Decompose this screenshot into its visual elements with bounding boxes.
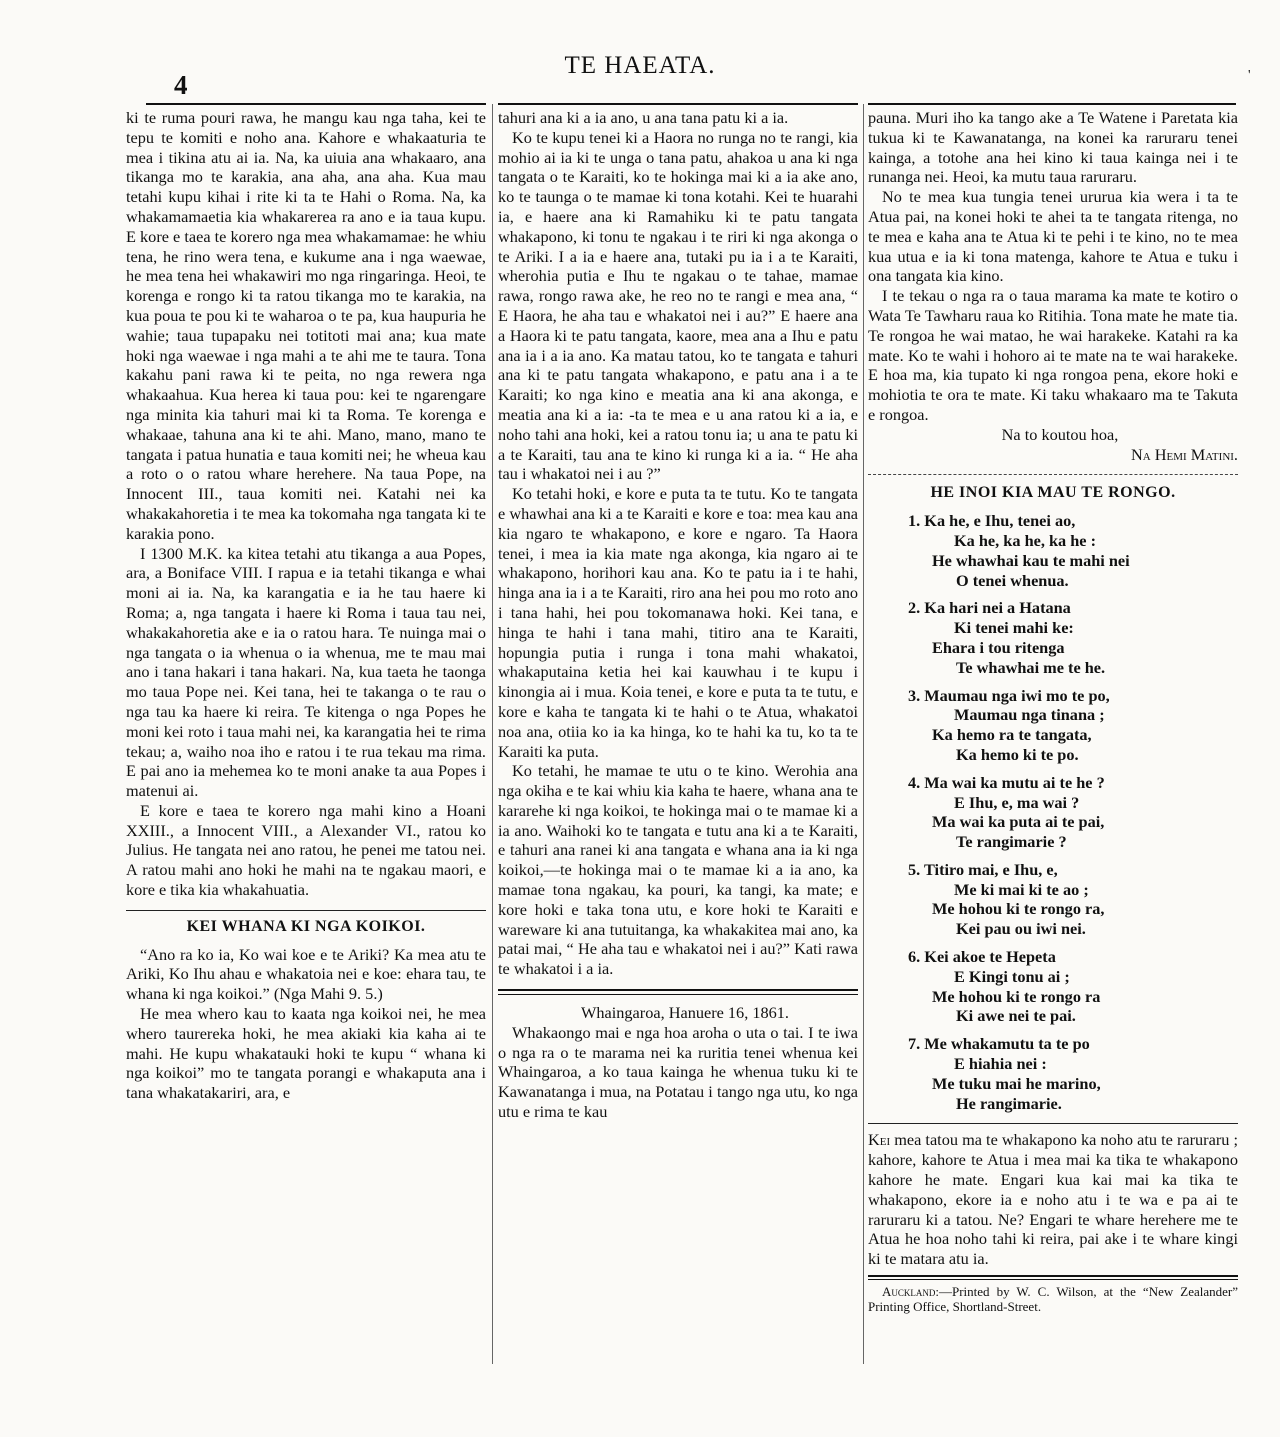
letter-paragraph: No te mea kua tungia tenei ururua kia wera i ta te Atua pai, na konei hoki te ahei ta te tangata ritenga, no te mea e kaha ana te Atua ki te pehi i te kino, no te mea kua utua e ia ki tona matenga, kahore te Atua e tuku i ona tangata kia kino.	[868, 187, 1238, 286]
section-divider	[868, 474, 1238, 475]
masthead-title: TE HAEATA.	[564, 52, 716, 79]
hymn-line: Te whawhai me te he.	[956, 657, 1106, 677]
hymn-line: E Kingi tonu ai ;	[954, 966, 1070, 986]
hymn-line: Ka hemo ki te po.	[956, 744, 1079, 764]
letter-paragraph: pauna. Muri iho ka tango ake a Te Watene i Paretata kia tukua ki te Kawanatanga, na konei ka raruraru tenei kainga, a totohe ana hei kino ki taua kainga nei i te runanga nei. Heoi, ka mutu taua raruraru.	[868, 108, 1238, 187]
section-heading: KEI WHANA KI NGA KOIKOI.	[186, 917, 426, 935]
hymn-line: 7. Me whakamutu ta te po	[908, 1034, 1090, 1054]
hymn-line: 2. Ka hari nei a Hatana	[908, 598, 1071, 618]
column-divider-2	[863, 104, 864, 1364]
hymn-line: 5. Titiro mai, e Ihu, e,	[908, 859, 1058, 879]
article-paragraph: E kore e taea te korero nga mahi kino a Hoani XXIII., a Innocent VIII., a Alexander VI., ratou ko Julius. He tangata nei ano ratou, he penei me tatou nei. A ratou mahi ano hoki he mahi na te ngakau maori, e kore e tika kia whakahuatia.	[126, 800, 486, 900]
hymn-line: Maumau nga tinana ;	[954, 705, 1105, 725]
letter-paragraph: I te tekau o nga ra o taua marama ka mate te kotiro o Wata Te Tawharu raua ko Ritihia. Tona mate he mate tia. Te rongoa he wai matao, he wai harakeke. Katahi ra ka mate. Ko te wahi i hohoro ai te mate na te wai harakeke. E hoa ma, kia tupato ki nga rongoa pena, ekore hoki e mohiotia te ora te mate. Ki taku whakaaro ma te Takuta e rongoa.	[868, 286, 1238, 424]
column-3	[868, 108, 1238, 1314]
letter-dateline: Whaingaroa, Hanuere 16, 1861.	[581, 1003, 789, 1023]
hymn-line: E hiahia nei :	[954, 1054, 1047, 1074]
imprint-text: :—Printed by W. C. Wilson, at the “New Zealander” Printing Office, Shortland-Street.	[868, 1284, 1238, 1315]
hymn-line: Ehara i tou ritenga	[932, 637, 1065, 657]
letter-signoff: Na to koutou hoa,	[1001, 424, 1119, 444]
hymn-line: 4. Ma wai ka mutu ai te he ?	[908, 772, 1105, 792]
closing-paragraph	[868, 1130, 1238, 1269]
article-paragraph: Ko te kupu tenei ki a Haora no runga no te rangi, kia mohio ai ia ki te unga o tana patu, ahakoa u ana ki nga tangata o te Karaiti, ko te hokinga mai ki a ia ake ano, ko te taunga o te mamae ki tona kotahi. Kei te huarahi ia, e haere ana ki Ramahiku ki te patu tangata whakapono, ki tonu te ngakau i te riri ki nga akonga o te Ariki. I a ia e haere ana, tutaki pu ia i a te Karaiti, wherohia putia e Ihu te ngakau o te tahae, mamae rawa, rongo rawa ake, he reo no te rangi e mea ana, “ E Haora, he aha tau e whakatoi nei i au?” E haere ana a Haora ki te patu tangata, kaore, mea ana a Ihu e patu ana ia i a ia ano. Ka matau tatou, ko te tangata e tahuri ana ki te patu tangata whakapono, e patu ana i a te Karaiti; ko nga kino e meatia ana ki ana akonga, e meatia ana ki a ia: -ta te mea e u ana ratou ki a ia, e noho tahi ana hoki, kei a ratou tonu ia; u ana te patu ki a te Karaiti, tau ana te kino ki runga ki a ia. “ He aha tau i whakatoi nei i au ?”	[498, 127, 858, 484]
section-divider	[868, 1123, 1238, 1124]
hymn-stanza	[868, 860, 1238, 939]
hymn-line: Ma wai ka puta ai te pai,	[932, 812, 1105, 832]
hymn-line: Me tuku mai he marino,	[932, 1073, 1101, 1093]
article-paragraph: Ko tetahi hoki, e kore e puta ta te tutu. Ko te tangata e whawhai ana ki a te Karaiti e kore e toa: mea kau ana kia ngaro te whakapono, e kore e ngaro. Ta Haora tenei, i mea ia kia mate nga akonga, kia ngaro ai te whakapono, horihori kau ana. Ko te patu ia i te hahi, hinga ana ia i a te Karaiti, riro ana hei pou mo roto ano i tana hahi, hei pou tokomanawa hoki. Kei tana, e hinga te hahi i tana mahi, titiro ana te Karaiti, hopungia putia i runga i tona mahi whakatoi, whakaputaina ketia hei kai kauwhau i te kupu i kinongia ai i mua. Koia tenei, e kore e puta ta te tutu, e kore e kaha te tangata ki te hahi o te Atua, whakatoi noa ana, otiia ko ia ka hinga, ko te hahi ka tu, ko ta te Karaiti ka puta.	[498, 484, 858, 761]
hymn-line: Kei pau ou iwi nei.	[956, 919, 1086, 939]
margin-mark: '	[1248, 68, 1251, 83]
hymn-stanza	[868, 686, 1238, 765]
hymn-line: Me ki mai ki te ao ;	[954, 879, 1089, 899]
hymn	[868, 511, 1238, 1113]
letter-paragraph: Whakaongo mai e nga hoa aroha o uta o tai. I te iwa o nga ra o te marama nei ka ruritia tenei whenua kei Whaingaroa, a ko taua kainga he whenua tuku ki te Kawanatanga i mua, na Potatau i tango nga utu, ko nga utu e rima te kau	[498, 1022, 858, 1122]
hymn-line: He whawhai kau te mahi nei	[932, 550, 1130, 570]
column-2	[498, 108, 858, 1122]
hymn-heading: HE INOI KIA MAU TE RONGO.	[930, 484, 1176, 502]
hymn-line: Ki awe nei te pai.	[956, 1006, 1076, 1026]
article-paragraph: tahuri ana ki a ia ano, u ana tana patu ki a ia.	[498, 108, 789, 127]
letter-divider	[498, 989, 858, 995]
hymn-line: E Ihu, e, ma wai ?	[954, 792, 1080, 812]
hymn-stanza	[868, 947, 1238, 1026]
imprint-divider	[868, 1275, 1238, 1280]
hymn-line: Me hohou ki te rongo ra,	[932, 899, 1105, 919]
article-paragraph: I 1300 M.K. ka kitea tetahi atu tikanga a aua Popes, ara, a Boniface VIII. I rapua e ia tetahi tikanga e whai moni ai ia. Na, ka karangatia e ia he tau haere ki Roma; a, nga tangata i haere ki Roma i taua tau nei, whakakahoretia ake e ia o ratou hara. Te nuinga mai o nga tangata o ia whenua o ia whenua, me te mau mai ano i tana hakari i tana hakari. Na, kua taeta he taonga mo taua Pope nei. Kei tana, hei te takanga o te rau o nga tau ka haere ki reira. Te kitenga o nga Popes he moni kei roto i taua mahi nei, ka karangatia hei te rima tekau; a, waiho noa iho e ratou i te rua tekau ma rima. E pai ano ia mehemea ko te moni anake ta aua Popes i matenui ai.	[126, 543, 486, 801]
hymn-stanza	[868, 598, 1238, 677]
hymn-line: Ki tenei mahi ke:	[954, 618, 1074, 638]
top-rule-middle	[498, 103, 858, 105]
column-divider-1	[492, 104, 493, 1364]
scripture-quote: “Ano ra ko ia, Ko wai koe e te Ariki? Ka mea atu te Ariki, Ko Ihu ahau e whakatoia nei e koe: ehara tau, te whana ki nga koikoi.” (Nga Mahi 9. 5.)	[126, 944, 486, 1004]
hymn-line: Me hohou ki te rongo ra	[932, 986, 1101, 1006]
section-divider	[126, 910, 486, 911]
hymn-line: Ka hemo ra te tangata,	[932, 725, 1092, 745]
letter-signature: Na Hemi Matini.	[1130, 444, 1238, 464]
hymn-line: Ka he, ka he, ka he :	[954, 530, 1097, 550]
page-number: 4	[174, 70, 188, 100]
hymn-stanza	[868, 773, 1238, 852]
hymn-line: He rangimarie.	[956, 1093, 1062, 1113]
closing-text: mea tatou ma te whakapono ka noho atu te raruraru ; kahore, kahore te Atua i mea mai ka tika te whakapono kahore he mate. Engari kua kai mai ka tika te whakapono, ekore ia e noho atu i te wa e pa ai te raruraru ki a tatou. Ne? Engari te whare herehere me te Atua he hoa noho tahi ki reira, pai ake i te whare kingi ki te matara atu ia.	[868, 1130, 1238, 1269]
hymn-line: Te rangimarie ?	[956, 832, 1067, 852]
imprint-city: Auckland	[882, 1284, 936, 1300]
printer-imprint	[868, 1284, 1238, 1314]
hymn-line: 3. Maumau nga iwi mo te po,	[908, 685, 1110, 705]
hymn-line: 6. Kei akoe te Hepeta	[908, 947, 1056, 967]
top-rule-right	[868, 103, 1236, 105]
column-1	[126, 108, 486, 1103]
closing-lead-word: Kei	[868, 1130, 891, 1150]
article-paragraph: ki te ruma pouri rawa, he mangu kau nga taha, kei te tepu te komiti e noho ana. Kahore e whakaaturia te mea i tikina atu ai ia. Na, ka uiuia ana whakaaro, ana tikanga mo te karakia, ana aha, ana aha. Kua mau tetahi kupu kihai i rite ki ta te Hahi o Roma. Na, ka whakamamaetia kia whakarerea ra ano e ia taua kupu. E kore e taea te korero nga mea whakamamae: he whiu tena, he rino wera tena, e kukume ana i nga waewae, he mea tena hei whakawiri mo nga ringaringa. Heoi, te korenga e rongo ki ta ratou tikanga mo te karakia, na kua poua te pou ki te waharoa o te pa, kua haupuria he wahie; taua tupapaku nei totitoti mai ana; kua mate hoki nga waewae i nga mahi a te ahi me te taura. Tona kakahu pani rawa ki te peita, no nga rewera nga whakaahua. Kua herea ki taua pou: kei te ngarengare nga minita kia tahuri mai ki ta Roma. Te korenga e whakaae, tahuna ana ki te ahi. Mano, mano, mano te tangata i patua hunatia e taua komiti nei; he wheua kau a roto o o ratou whare herehere. Na taua Pope, na Innocent III., taua komiti nei. Katahi nei ka whakakahoretia i te mea ka tokomaha nga tangata ki te karakia pono.	[126, 108, 486, 543]
hymn-line: 1. Ka he, e Ihu, tenei ao,	[908, 511, 1076, 531]
top-rule-left	[146, 103, 486, 105]
hymn-stanza	[868, 511, 1238, 590]
article-paragraph: Ko tetahi, he mamae te utu o te kino. Werohia ana nga okiha e te kai whiu kia kaha te haere, whana ana te kararehe ki nga koikoi, te hokinga mai o te mamae ki a ia ano. Waihoki ko te tangata e tutu ana ki a te Karaiti, e tahuri ana ranei ki ana tangata e whana ana ia ki nga koikoi,—te hokinga mai o te mamae ki a ia ano, ka mamae tona ngakau, ka pouri, ka tangi, ka mate; e kore hoki e taka tona utu, e kore hoki te Karaiti e wareware ki ana tutuitanga, ka whakakitea mai ano, ka patai mai, “ He aha tau e whakatoi nei i au?” Kati rawa te whakatoi i a ia.	[498, 761, 858, 979]
hymn-line: O tenei whenua.	[956, 570, 1069, 590]
hymn-stanza	[868, 1034, 1238, 1113]
article-paragraph: He mea whero kau to kaata nga koikoi nei, he mea whero taurereka hoki, he mea akiaki kia kaha ai te mahi. He kupu whakatauki hoki te kupu “ whana ki nga koikoi” mo te tangata porangi e whakaputa ana i tana whakatakariri, ara, e	[126, 1004, 486, 1103]
